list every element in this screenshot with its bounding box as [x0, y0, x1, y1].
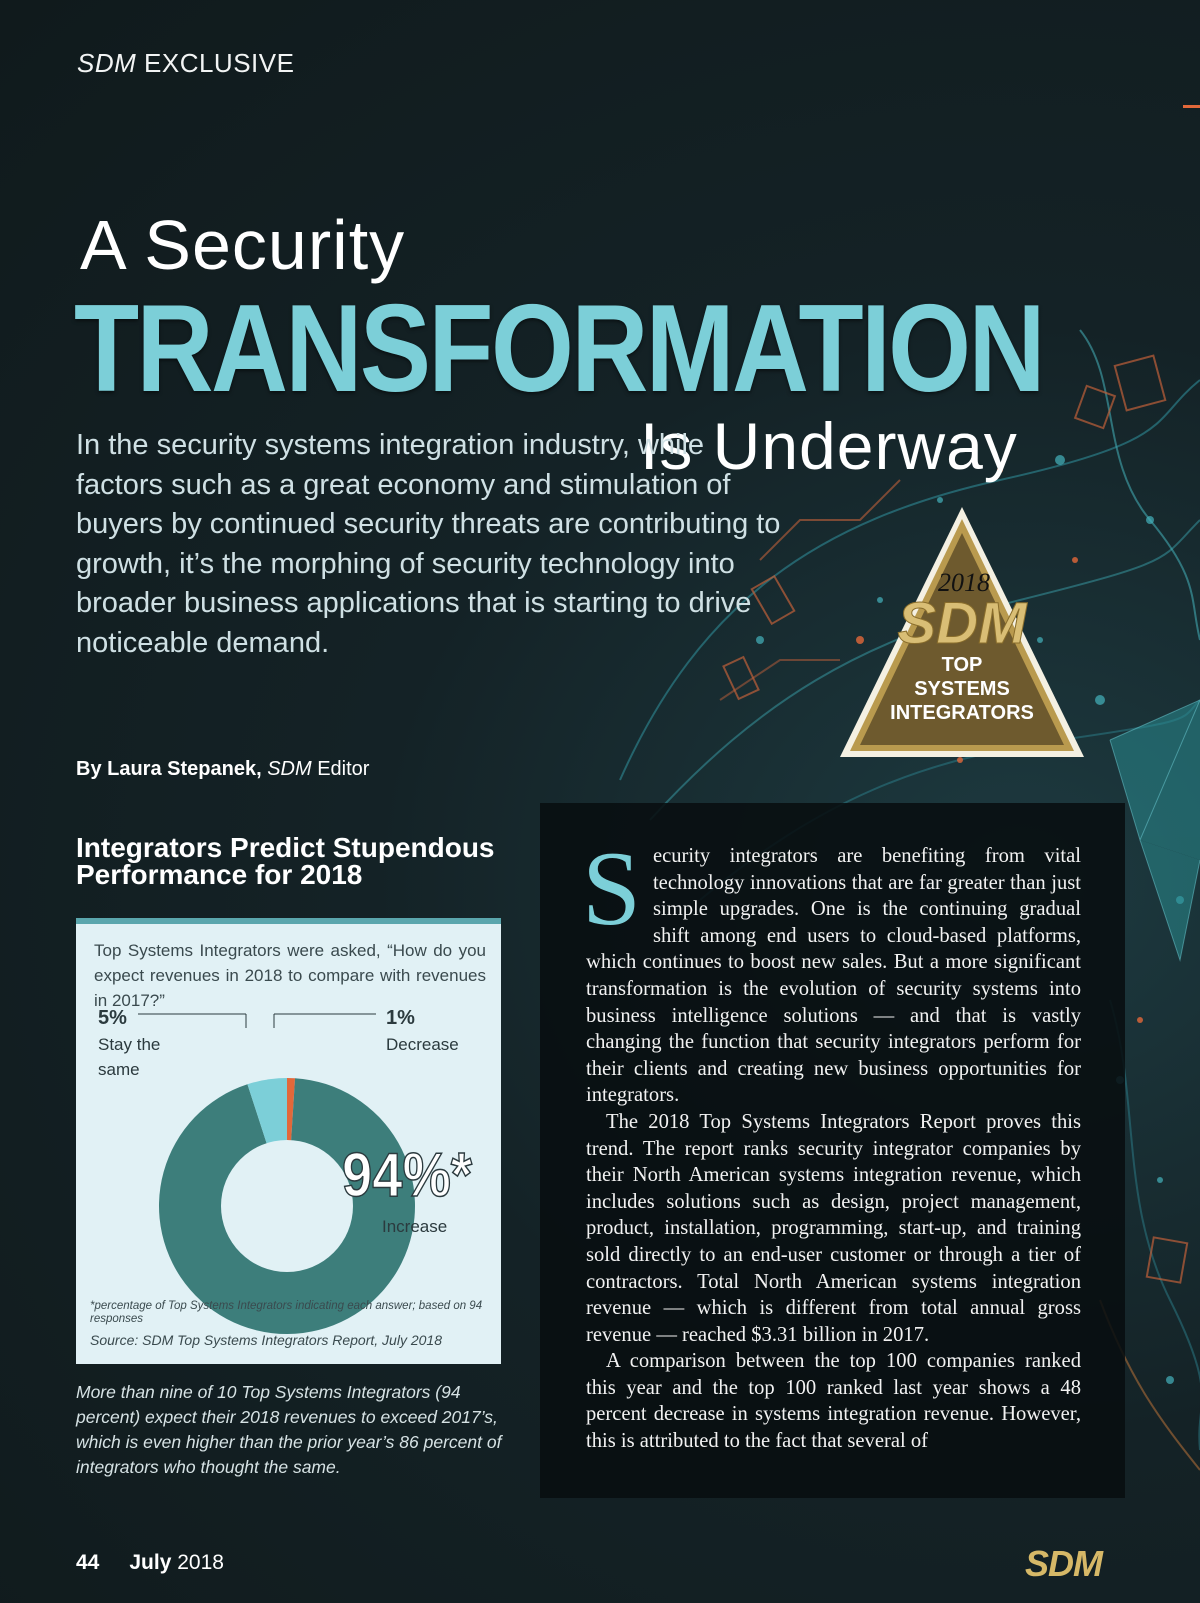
drop-cap: S — [582, 830, 641, 947]
byline: By Laura Stepanek, SDM Editor — [76, 758, 370, 780]
label-stay-same-pct: 5% — [98, 1007, 127, 1029]
chart-source: Source: SDM Top Systems Integrators Report, July 2018 — [90, 1332, 442, 1348]
sidebar-title: Integrators Predict Stupendous Performance for 2018 — [76, 832, 495, 890]
badge-line-3: INTEGRATORS — [890, 702, 1034, 724]
article-paragraph-1: Security integrators are benefiting from vital technology innovations that are far greater than just simple upgrades. One is the continuing gradual shift among end users to cloud-based platforms, which continues to boost new sales. But a more significant transformation is the evolution of security systems into business intelligence solutions — and that is vastly changing the function that security integrators perform for their clients and creating new business opportunities for integrators. — [582, 830, 1081, 1107]
label-decrease-pct: 1% — [386, 1007, 415, 1029]
headline-line-3: Is Underway — [640, 409, 1018, 483]
page-number: 44 — [76, 1551, 100, 1574]
badge-brand: SDM — [897, 591, 1027, 656]
sdm-logo: SDM — [1025, 1543, 1102, 1584]
chart-question: Top Systems Integrators were asked, “How do you expect revenues in 2018 to compare with revenues in 2017?” — [94, 941, 486, 1010]
badge-line-1: TOP — [941, 654, 983, 676]
article-body — [582, 830, 1081, 1455]
donut-chart-panel — [76, 918, 501, 1364]
label-decrease-name: Decrease — [386, 1035, 459, 1054]
chart-footnote: *percentage of Top Systems Integrators indicating each answer; based on 94 responses — [90, 1300, 483, 1325]
chart-caption: More than nine of 10 Top Systems Integrators (94 percent) expect their 2018 revenues to exceed 2017’s, which is even higher than the prior year’s 86 percent of integrators who thought the same. — [76, 1382, 502, 1477]
label-increase-name: Increase — [382, 1217, 448, 1236]
badge-line-2: SYSTEMS — [914, 678, 1010, 700]
issue-year: 2018 — [171, 1551, 224, 1574]
headline-line-1: A Security — [80, 206, 406, 284]
top-systems-integrators-badge — [838, 505, 1086, 765]
article-paragraph-3: A comparison between the top 100 companies ranked this year and the top 100 ranked last year shows a 48 percent decrease in systems integration revenue. However, this is attributed to the fact that several of — [586, 1350, 1081, 1453]
section-label: SDM EXCLUSIVE — [77, 48, 295, 78]
corner-accent-mark — [1183, 105, 1200, 108]
page-folio — [76, 1551, 224, 1575]
donut-hole — [221, 1140, 353, 1272]
badge-year: 2018 — [938, 568, 990, 597]
label-increase-pct: 94%* — [342, 1141, 473, 1210]
issue-month: July — [129, 1551, 172, 1574]
label-stay-same-name: Stay the same — [98, 1035, 161, 1079]
article-paragraph-2: The 2018 Top Systems Integrators Report proves this trend. The report ranks security integrator companies by their North American systems integration revenue, which includes solutions such as design, project management, product, installation, programming, start-up, and training sold directly to an end-user customer or through a tier of contractors. Total North American systems integration revenue — which is different from total annual gross revenue — reached $3.31 billion in 2017. — [586, 1110, 1081, 1346]
article-deck: In the security systems integration industry, while factors such as a great economy and stimulation of buyers by continued security threats are contributing to growth, it’s the morphing of security technology into broader business applications that is starting to drive noticeable demand. — [76, 429, 781, 659]
headline-line-2: TRANSFORMATION — [74, 280, 1043, 418]
